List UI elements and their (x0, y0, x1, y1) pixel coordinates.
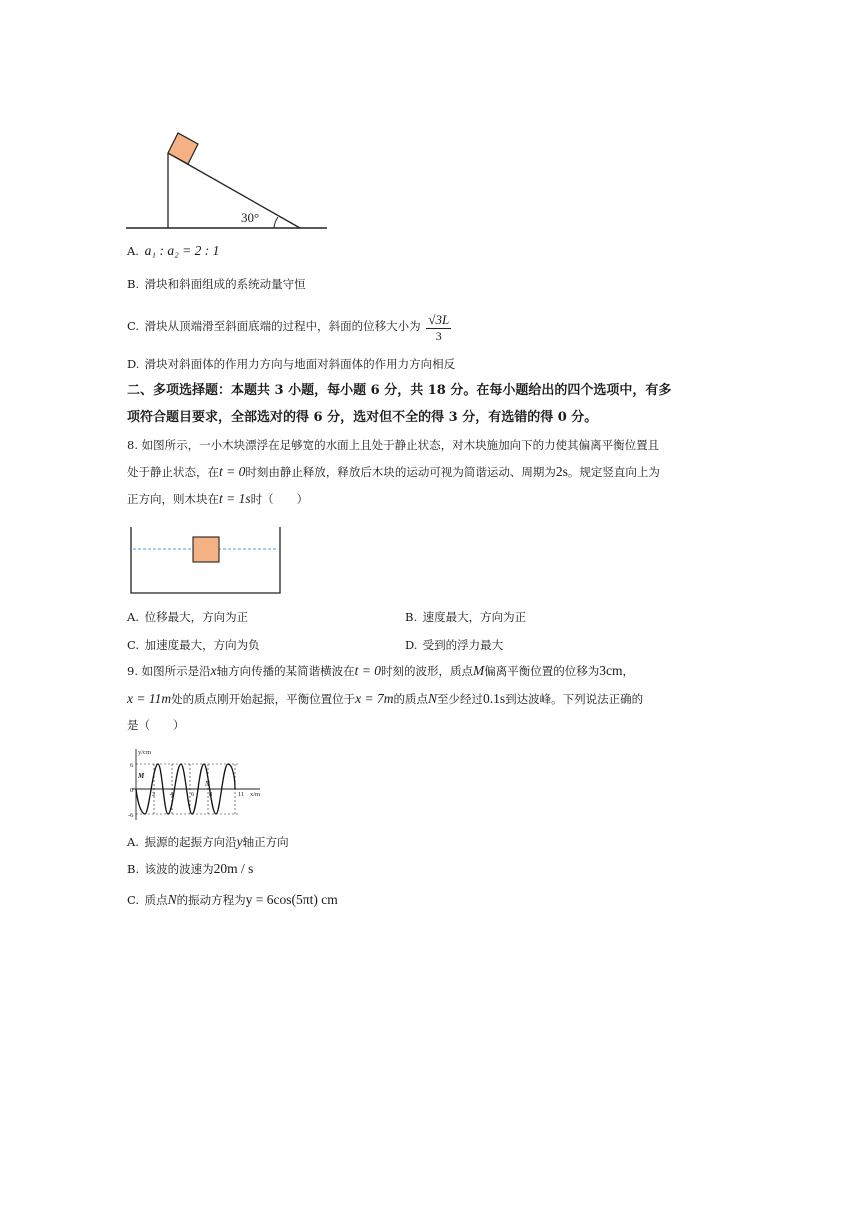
q8-option-a: A. 位移最大，方向为正 (127, 610, 249, 624)
q7-option-c: C. 滑块从顶端滑至斜面底端的过程中，斜面的位移大小为 $\frac{√3L}{3}$ (127, 311, 450, 343)
y-tick-6: 6 (130, 762, 134, 769)
angle-arc (274, 217, 278, 228)
q7-option-a: A. a₁ : a₂ = 2 : 1 (127, 243, 220, 258)
q9-line3: 是（ ） (127, 718, 185, 732)
q7-option-d: D. 滑块对斜面体的作用力方向与地面对斜面体的作用力方向相反 (127, 357, 456, 371)
point-m-label: M (138, 772, 145, 780)
wooden-block (193, 537, 219, 562)
ratio-expression: a₁ : a₂ = 2 : 1 (144, 243, 220, 258)
wave-graph (128, 746, 268, 822)
y-tick-neg6: -6 (128, 812, 134, 819)
q8-line1: 8. 如图所示，一小木块漂浮在足够宽的水面上且处于静止状态，对木块施加向下的力使其偏离平衡位置且 (127, 438, 660, 452)
vibration-equation: y = 6cos(5πt) cm (245, 892, 338, 907)
sliding-block (168, 133, 198, 164)
q8-option-d: D. 受到的浮力最大 (405, 638, 504, 652)
q9-option-b: B. 该波的波速为20m / s (127, 861, 254, 876)
x-tick-4: 4 (170, 791, 174, 798)
displacement-fraction: $\frac{√3L}{3}$ (428, 311, 450, 343)
q9-option-c: C. 质点N的振动方程为y = 6cos(5πt) cm (127, 892, 338, 907)
y-tick-0: 0 (130, 787, 134, 794)
x-tick-6: 6 (191, 791, 195, 798)
x-axis-label: x/m (250, 791, 261, 798)
q8-line2: 处于静止状态，在t = 0时刻由静止释放，释放后木块的运动可视为简谐运动、周期为2s。规定竖直向上为 (127, 464, 660, 479)
q8-option-c: C. 加速度最大，方向为负 (127, 638, 260, 652)
angle-label: 30° (241, 210, 260, 225)
q8-line3: 正方向，则木块在t = 1s时（ ） (127, 491, 309, 506)
x-tick-11: 11 (238, 791, 245, 798)
y-axis-label: y/cm (138, 749, 151, 756)
point-n-label: N (205, 780, 210, 788)
incline-figure (120, 125, 335, 235)
section-heading-line1: 二、多项选择题：本题共 3 小题，每小题 6 分，共 18 分。在每小题给出的四个选项中，有多 (127, 383, 672, 398)
x-tick-8: 8 (209, 791, 213, 798)
q9-line2: x = 11m处的质点刚开始起振，平衡位置位于x = 7m的质点N至少经过0.1s到达波峰。下列说法正确的 (127, 691, 644, 706)
floating-block-figure (125, 525, 287, 597)
x-tick-2: 2 (152, 791, 156, 798)
section-heading-line2: 项符合题目要求，全部选对的得 6 分，选对但不全的得 3 分，有选错的得 0 分。 (127, 410, 598, 425)
q9-option-a: A. 振源的起振方向沿y轴正方向 (127, 834, 289, 849)
q7-option-b: B. 滑块和斜面组成的系统动量守恒 (127, 277, 306, 291)
q8-option-b: B. 速度最大，方向为正 (405, 610, 527, 624)
q9-line1: 9. 如图所示是沿x轴方向传播的某简谐横波在t = 0时刻的波形，质点M偏离平衡位置的位移为3cm， (127, 663, 635, 678)
